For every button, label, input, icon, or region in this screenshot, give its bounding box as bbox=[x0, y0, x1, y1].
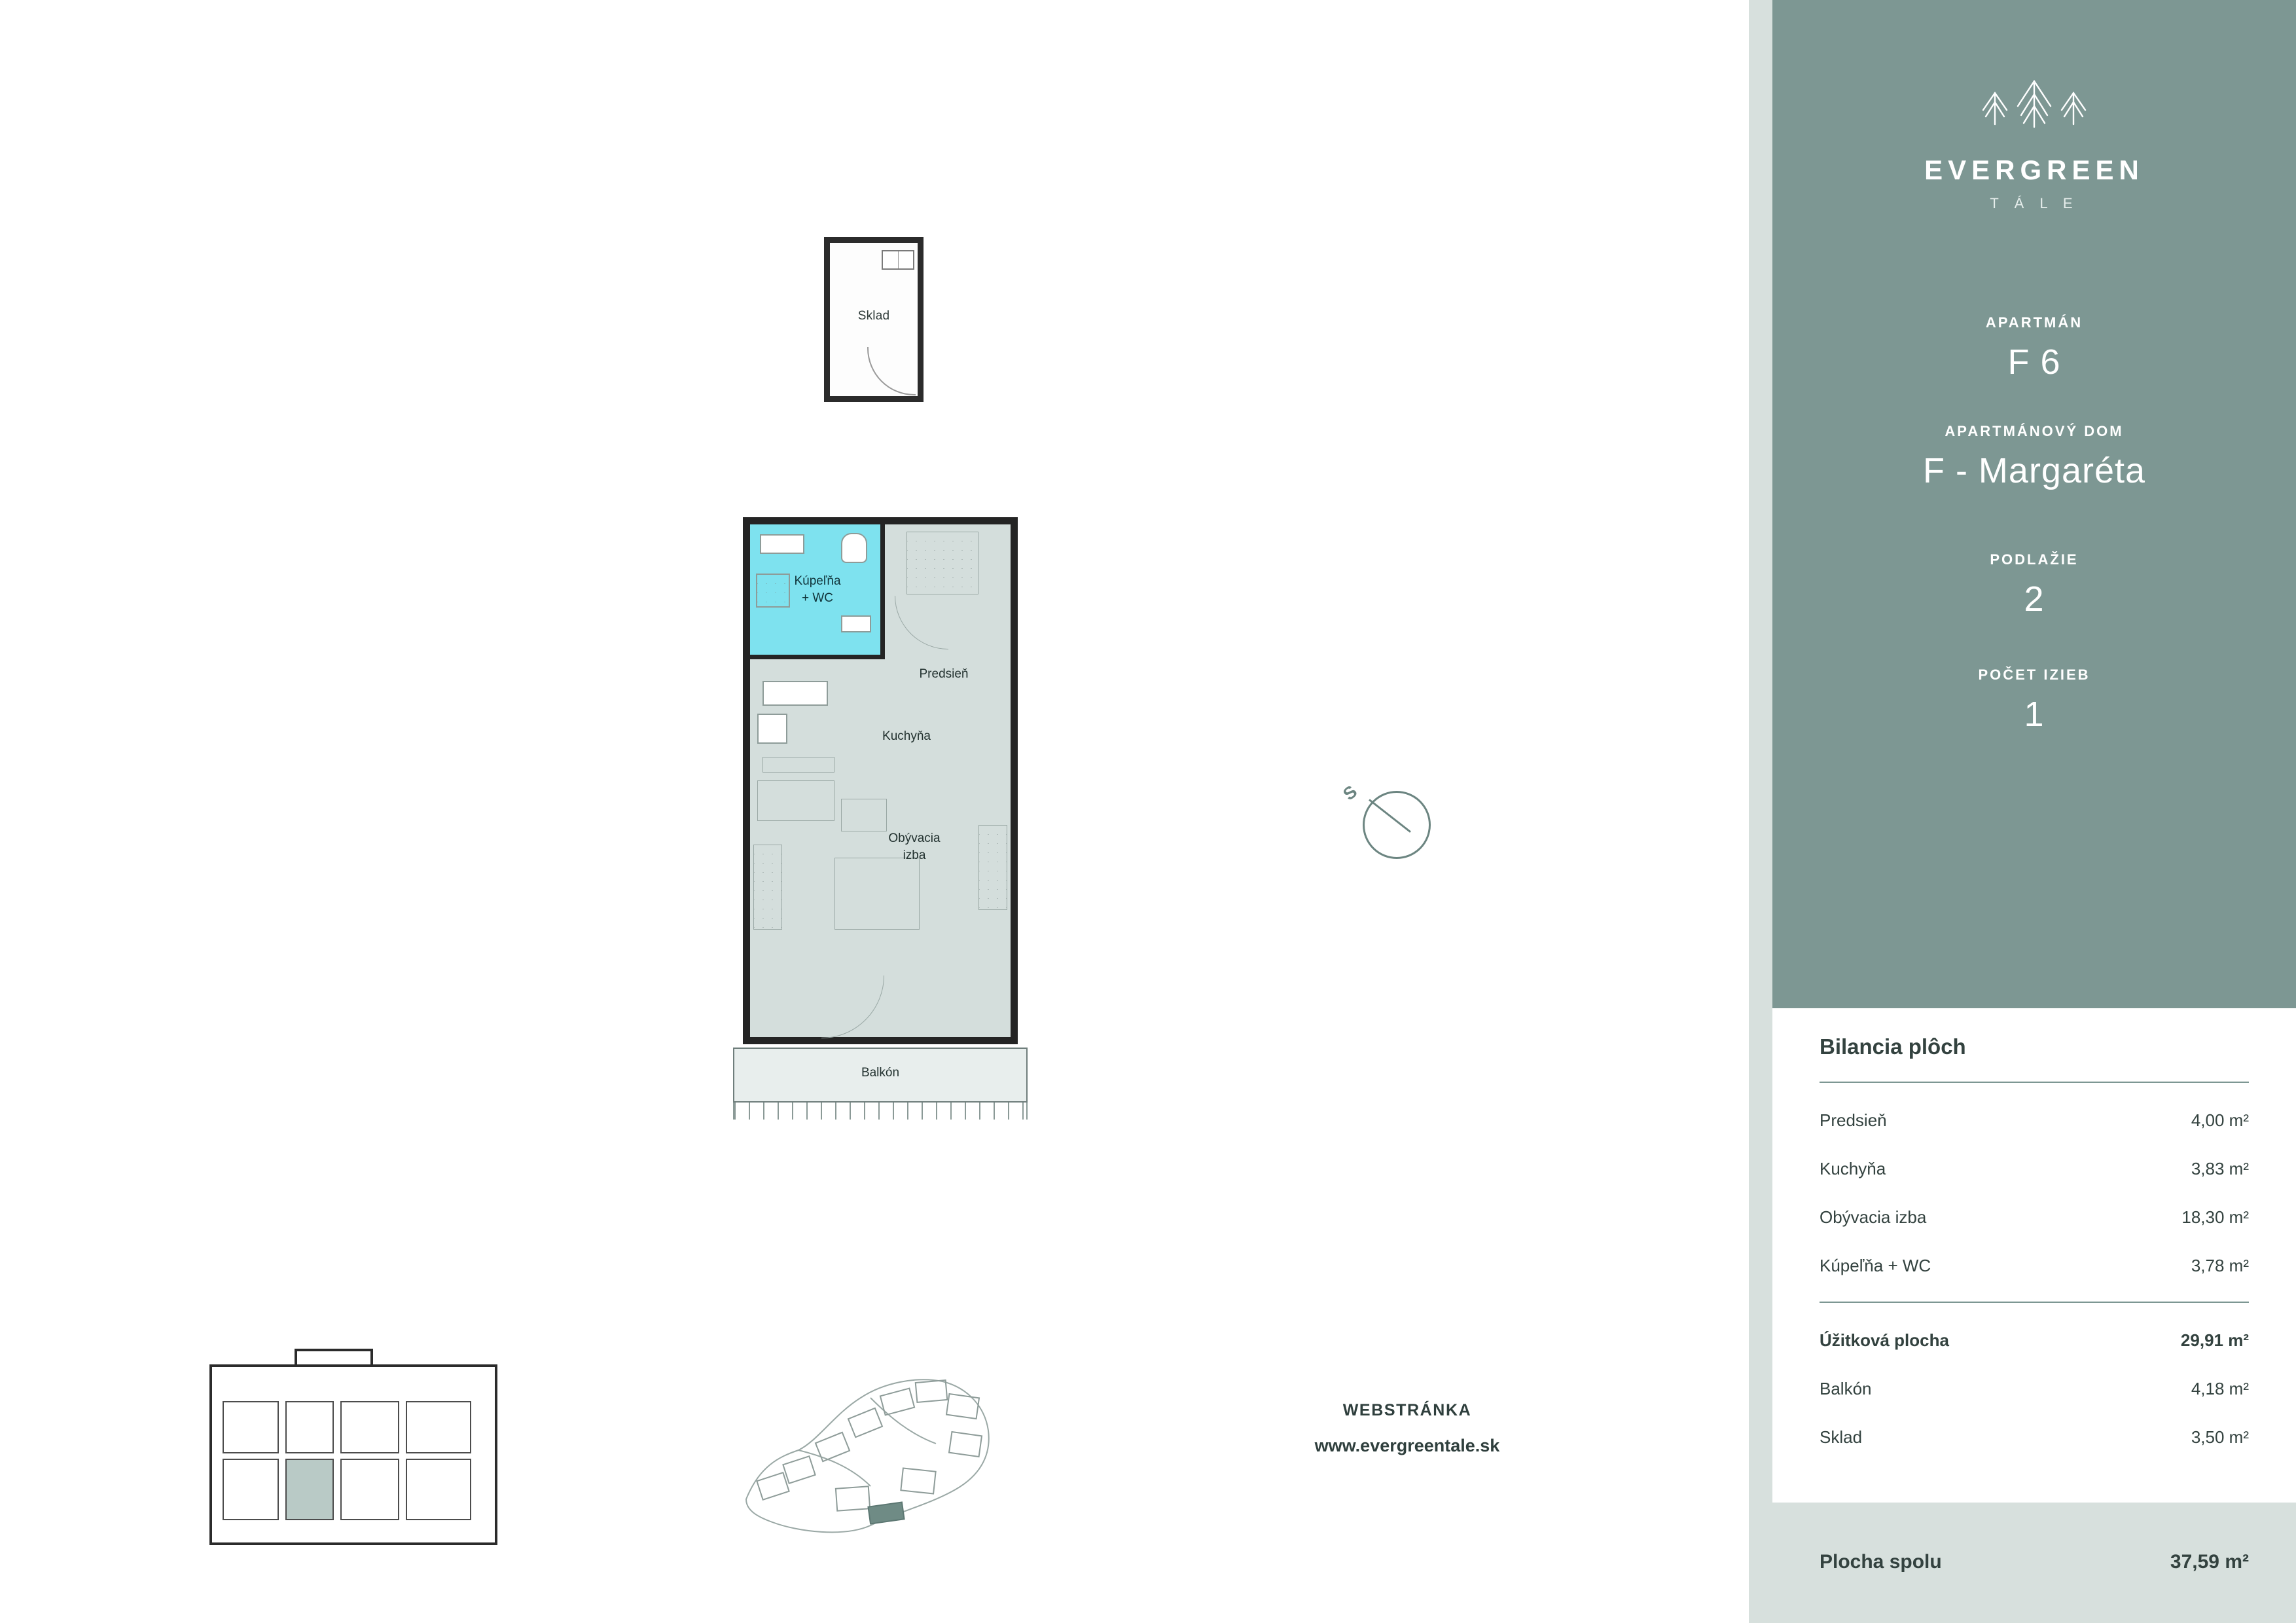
house-value: F - Margaréta bbox=[1922, 451, 2146, 490]
coffee-table-icon bbox=[841, 799, 887, 831]
keyplan-unit bbox=[340, 1459, 399, 1520]
apartment-label: APARTMÁN bbox=[1985, 314, 2083, 331]
brand-name: EVERGREEN bbox=[1924, 155, 2144, 185]
keyplan-unit bbox=[223, 1459, 279, 1520]
keyplan-unit bbox=[223, 1401, 279, 1453]
storage-floorplan bbox=[824, 237, 924, 402]
website-block bbox=[1230, 1401, 1584, 1456]
bed-icon bbox=[834, 858, 920, 930]
table-row bbox=[1820, 1159, 2249, 1179]
table-row bbox=[1820, 1207, 2249, 1228]
areas-table bbox=[1772, 1008, 2296, 1503]
total-label: Plocha spolu bbox=[1820, 1551, 1942, 1573]
site-plan bbox=[720, 1336, 1034, 1552]
balcony-area bbox=[733, 1048, 1028, 1103]
kitchen-room-label: Kuchyňa bbox=[882, 729, 931, 743]
keyplan-unit bbox=[285, 1401, 334, 1453]
apartment-floorplan bbox=[743, 517, 1018, 1044]
keyplan-unit bbox=[340, 1401, 399, 1453]
area-value: 4,00 m² bbox=[2191, 1110, 2249, 1130]
area-name: Kúpeľňa + WC bbox=[1820, 1256, 1931, 1275]
entry-closet-icon bbox=[906, 532, 978, 594]
sink-icon bbox=[841, 615, 871, 632]
area-value: 3,50 m² bbox=[2191, 1427, 2249, 1447]
rooms-field bbox=[1772, 666, 2296, 735]
divider-top bbox=[1820, 1082, 2249, 1083]
pine-trees-icon bbox=[1959, 64, 2109, 136]
sofa-icon bbox=[757, 780, 834, 821]
wardrobe-left-icon bbox=[753, 845, 782, 930]
panel-accent-strip bbox=[1749, 0, 1772, 1623]
hall-room-label: Predsieň bbox=[919, 667, 969, 681]
balcony-label: Balkón bbox=[861, 1066, 900, 1080]
panel-header bbox=[1772, 0, 2296, 1008]
table-row-usable-area bbox=[1820, 1330, 2249, 1351]
total-area-bar bbox=[1772, 1503, 2296, 1623]
area-name: Úžitková plocha bbox=[1820, 1330, 1949, 1350]
compass-icon bbox=[1322, 759, 1446, 858]
floor-value: 2 bbox=[2024, 579, 2045, 619]
area-name: Sklad bbox=[1820, 1427, 1863, 1447]
website-url[interactable]: www.evergreentale.sk bbox=[1314, 1436, 1500, 1455]
building-keyplan bbox=[183, 1349, 524, 1552]
cooktop-icon bbox=[762, 681, 828, 706]
balcony-railing-icon bbox=[733, 1103, 1028, 1120]
floor-label: PODLAŽIE bbox=[1990, 551, 2079, 568]
house-label: APARTMÁNOVÝ DOM bbox=[1945, 423, 2124, 439]
living-room-label: Obývacia izba bbox=[888, 831, 941, 862]
brand-subtitle: T Á L E bbox=[1990, 195, 2079, 211]
apartment-value: F 6 bbox=[2007, 342, 2061, 382]
storage-shelf-icon bbox=[882, 250, 914, 270]
keyplan-unit bbox=[406, 1401, 471, 1453]
table-row bbox=[1820, 1379, 2249, 1399]
storage-room-label: Sklad bbox=[857, 309, 890, 323]
compass-north-label: S bbox=[1339, 781, 1361, 805]
wardrobe-right-icon bbox=[978, 825, 1007, 910]
area-name: Obývacia izba bbox=[1820, 1207, 1927, 1227]
area-name: Kuchyňa bbox=[1820, 1159, 1886, 1178]
total-value: 37,59 m² bbox=[2170, 1551, 2249, 1573]
area-value: 3,83 m² bbox=[2191, 1159, 2249, 1178]
rooms-label: POČET IZIEB bbox=[1978, 666, 2090, 683]
keyplan-highlight-current-unit bbox=[285, 1459, 334, 1520]
info-panel bbox=[1749, 0, 2296, 1623]
table-row bbox=[1820, 1427, 2249, 1448]
website-title: WEBSTRÁNKA bbox=[1342, 1401, 1472, 1419]
area-value: 18,30 m² bbox=[2181, 1207, 2249, 1227]
divider-mid bbox=[1820, 1302, 2249, 1303]
area-value: 29,91 m² bbox=[2180, 1330, 2249, 1350]
table-row bbox=[1820, 1256, 2249, 1276]
floor-field bbox=[1772, 551, 2296, 619]
apartment-field bbox=[1772, 314, 2296, 382]
bathtub-icon bbox=[760, 534, 804, 554]
site-plan-drawing bbox=[720, 1336, 1034, 1552]
areas-title: Bilancia plôch bbox=[1820, 1034, 1966, 1059]
keyplan-unit bbox=[406, 1459, 471, 1520]
area-value: 4,18 m² bbox=[2191, 1379, 2249, 1398]
fridge-icon bbox=[757, 714, 787, 744]
area-name: Predsieň bbox=[1820, 1110, 1887, 1130]
area-value: 3,78 m² bbox=[2191, 1256, 2249, 1275]
counter-icon bbox=[762, 757, 834, 773]
toilet-icon bbox=[841, 533, 867, 563]
house-field bbox=[1772, 423, 2296, 491]
site-plan-highlight-building bbox=[868, 1503, 904, 1524]
bathroom-room-label: Kúpeľňa + WC bbox=[794, 574, 841, 605]
brand-logo bbox=[1772, 64, 2296, 212]
rooms-value: 1 bbox=[2024, 695, 2045, 734]
table-row bbox=[1820, 1110, 2249, 1131]
area-name: Balkón bbox=[1820, 1379, 1872, 1398]
